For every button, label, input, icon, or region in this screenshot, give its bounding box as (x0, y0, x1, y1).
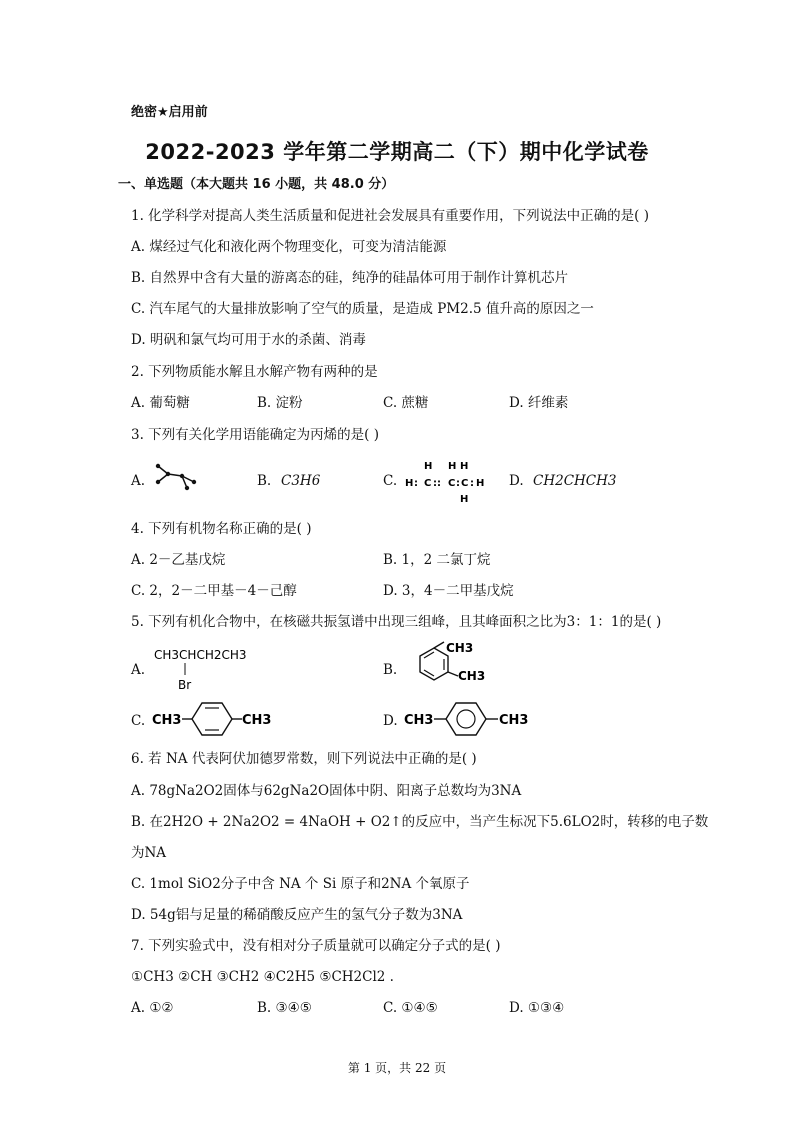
q7-formula-list: ①CH3 ②CH ③CH2 ④C2H5 ⑤CH2Cl2 . (131, 969, 394, 985)
q3-option-b-label: B. (257, 473, 272, 489)
q5-option-b-label: B. (383, 662, 398, 678)
svg-text:CH3CHCH2CH3: CH3CHCH2CH3 (154, 648, 247, 662)
svg-text:C: C (424, 478, 432, 489)
svg-text:C: C (448, 478, 456, 489)
q3-option-a-label: A. (131, 473, 146, 489)
svg-text:H: H (448, 461, 457, 472)
q7-option-a: A. ①② (131, 1000, 174, 1016)
q6-option-d: D. 54g铝与足量的稀硝酸反应产生的氢气分子数为3NA (131, 907, 463, 923)
question-2-stem: 2. 下列物质能水解且水解产物有两种的是 (131, 364, 378, 380)
q5-option-b-benzene-icon (400, 640, 490, 696)
q6-option-b: B. 在2H2O + 2Na2O2 = 4NaOH + O2↑的反应中，当产生标况下5.6LO2时，转移的电子数 (131, 814, 709, 830)
svg-text:CH3: CH3 (446, 641, 474, 655)
q6-option-b-cont: 为NA (131, 845, 167, 861)
q5-option-a-structure (152, 645, 262, 695)
svg-text:C: C (461, 478, 469, 489)
q3-option-c-label: C. (383, 473, 398, 489)
q7-option-c: C. ①④⑤ (383, 1000, 438, 1016)
q5-option-a-label: A. (131, 662, 146, 678)
svg-text:CH3: CH3 (404, 713, 434, 728)
svg-text::: : (414, 478, 418, 489)
svg-text:CH3: CH3 (458, 669, 486, 683)
svg-text::: : (456, 478, 460, 489)
svg-text::: : (470, 478, 474, 489)
q2-option-a: A. 葡萄糖 (131, 395, 190, 411)
question-7-stem: 7. 下列实验式中，没有相对分子质量就可以确定分子式的是( ) (131, 938, 501, 954)
svg-text:CH3: CH3 (499, 713, 529, 728)
q3-option-d-label: D. (509, 473, 524, 489)
question-3-stem: 3. 下列有关化学用语能确定为丙烯的是( ) (131, 427, 379, 443)
svg-text:CH3: CH3 (152, 713, 182, 728)
q3-skeletal-structure-icon (150, 460, 200, 496)
q1-option-b: B. 自然界中含有大量的游离态的硅，纯净的硅晶体可用于制作计算机芯片 (131, 270, 569, 286)
q2-option-d: D. 纤维素 (509, 395, 569, 411)
q1-option-c: C. 汽车尾气的大量排放影响了空气的质量，是造成 PM2.5 值升高的原因之一 (131, 301, 594, 317)
q2-option-b: B. 淀粉 (257, 395, 303, 411)
svg-text:::: :: (433, 478, 441, 489)
question-4-stem: 4. 下列有机物名称正确的是( ) (131, 521, 312, 537)
svg-text:H: H (424, 461, 433, 472)
svg-text:H: H (460, 494, 469, 504)
page-footer: 第 1 页，共 22 页 (347, 1061, 447, 1075)
question-1-stem: 1. 化学科学对提高人类生活质量和促进社会发展具有重要作用，下列说法中正确的是( ) (131, 208, 649, 224)
svg-text:H: H (460, 461, 469, 472)
q6-option-a: A. 78gNa2O2固体与62gNa2O固体中阴、阳离子总数均为3NA (131, 783, 522, 799)
q5-option-d-xylene-icon (404, 698, 534, 742)
q4-option-c: C. 2，2－二甲基－4－己醇 (131, 583, 297, 599)
q3-option-b-formula: C3H6 (281, 473, 321, 489)
secret-mark: 绝密★启用前 (131, 105, 208, 120)
q1-option-a: A. 煤经过气化和液化两个物理变化，可变为清洁能源 (131, 239, 447, 255)
q5-option-d-label: D. (383, 713, 398, 729)
q7-option-b: B. ③④⑤ (257, 1000, 312, 1016)
svg-text:H: H (405, 478, 414, 489)
q4-option-b: B. 1，2 二氯丁烷 (383, 552, 491, 568)
q7-option-d: D. ①③④ (509, 1000, 565, 1016)
q4-option-a: A. 2－乙基戊烷 (131, 552, 226, 568)
q5-option-c-xylene-icon (152, 698, 272, 742)
q3-option-d-formula: CH2CHCH3 (533, 473, 617, 489)
svg-text:H: H (476, 478, 485, 489)
section-heading: 一、单选题（本大题共 16 小题，共 48.0 分） (118, 177, 395, 192)
q3-electron-formula (404, 458, 488, 504)
svg-text:Br: Br (178, 678, 192, 692)
q4-option-d: D. 3，4－二甲基戊烷 (383, 583, 514, 599)
page-title: 2022-2023 学年第二学期高二（下）期中化学试卷 (145, 140, 649, 164)
question-6-stem: 6. 若 NA 代表阿伏加德罗常数，则下列说法中正确的是( ) (131, 751, 477, 767)
svg-text:CH3: CH3 (242, 713, 272, 728)
question-5-stem: 5. 下列有机化合物中，在核磁共振氢谱中出现三组峰，且其峰面积之比为3：1：1的是( ) (131, 614, 662, 630)
q6-option-c: C. 1mol SiO2分子中含 NA 个 Si 原子和2NA 个氧原子 (131, 876, 470, 892)
q5-option-c-label: C. (131, 713, 146, 729)
q2-option-c: C. 蔗糖 (383, 395, 429, 411)
q1-option-d: D. 明矾和氯气均可用于水的杀菌、消毒 (131, 332, 366, 348)
